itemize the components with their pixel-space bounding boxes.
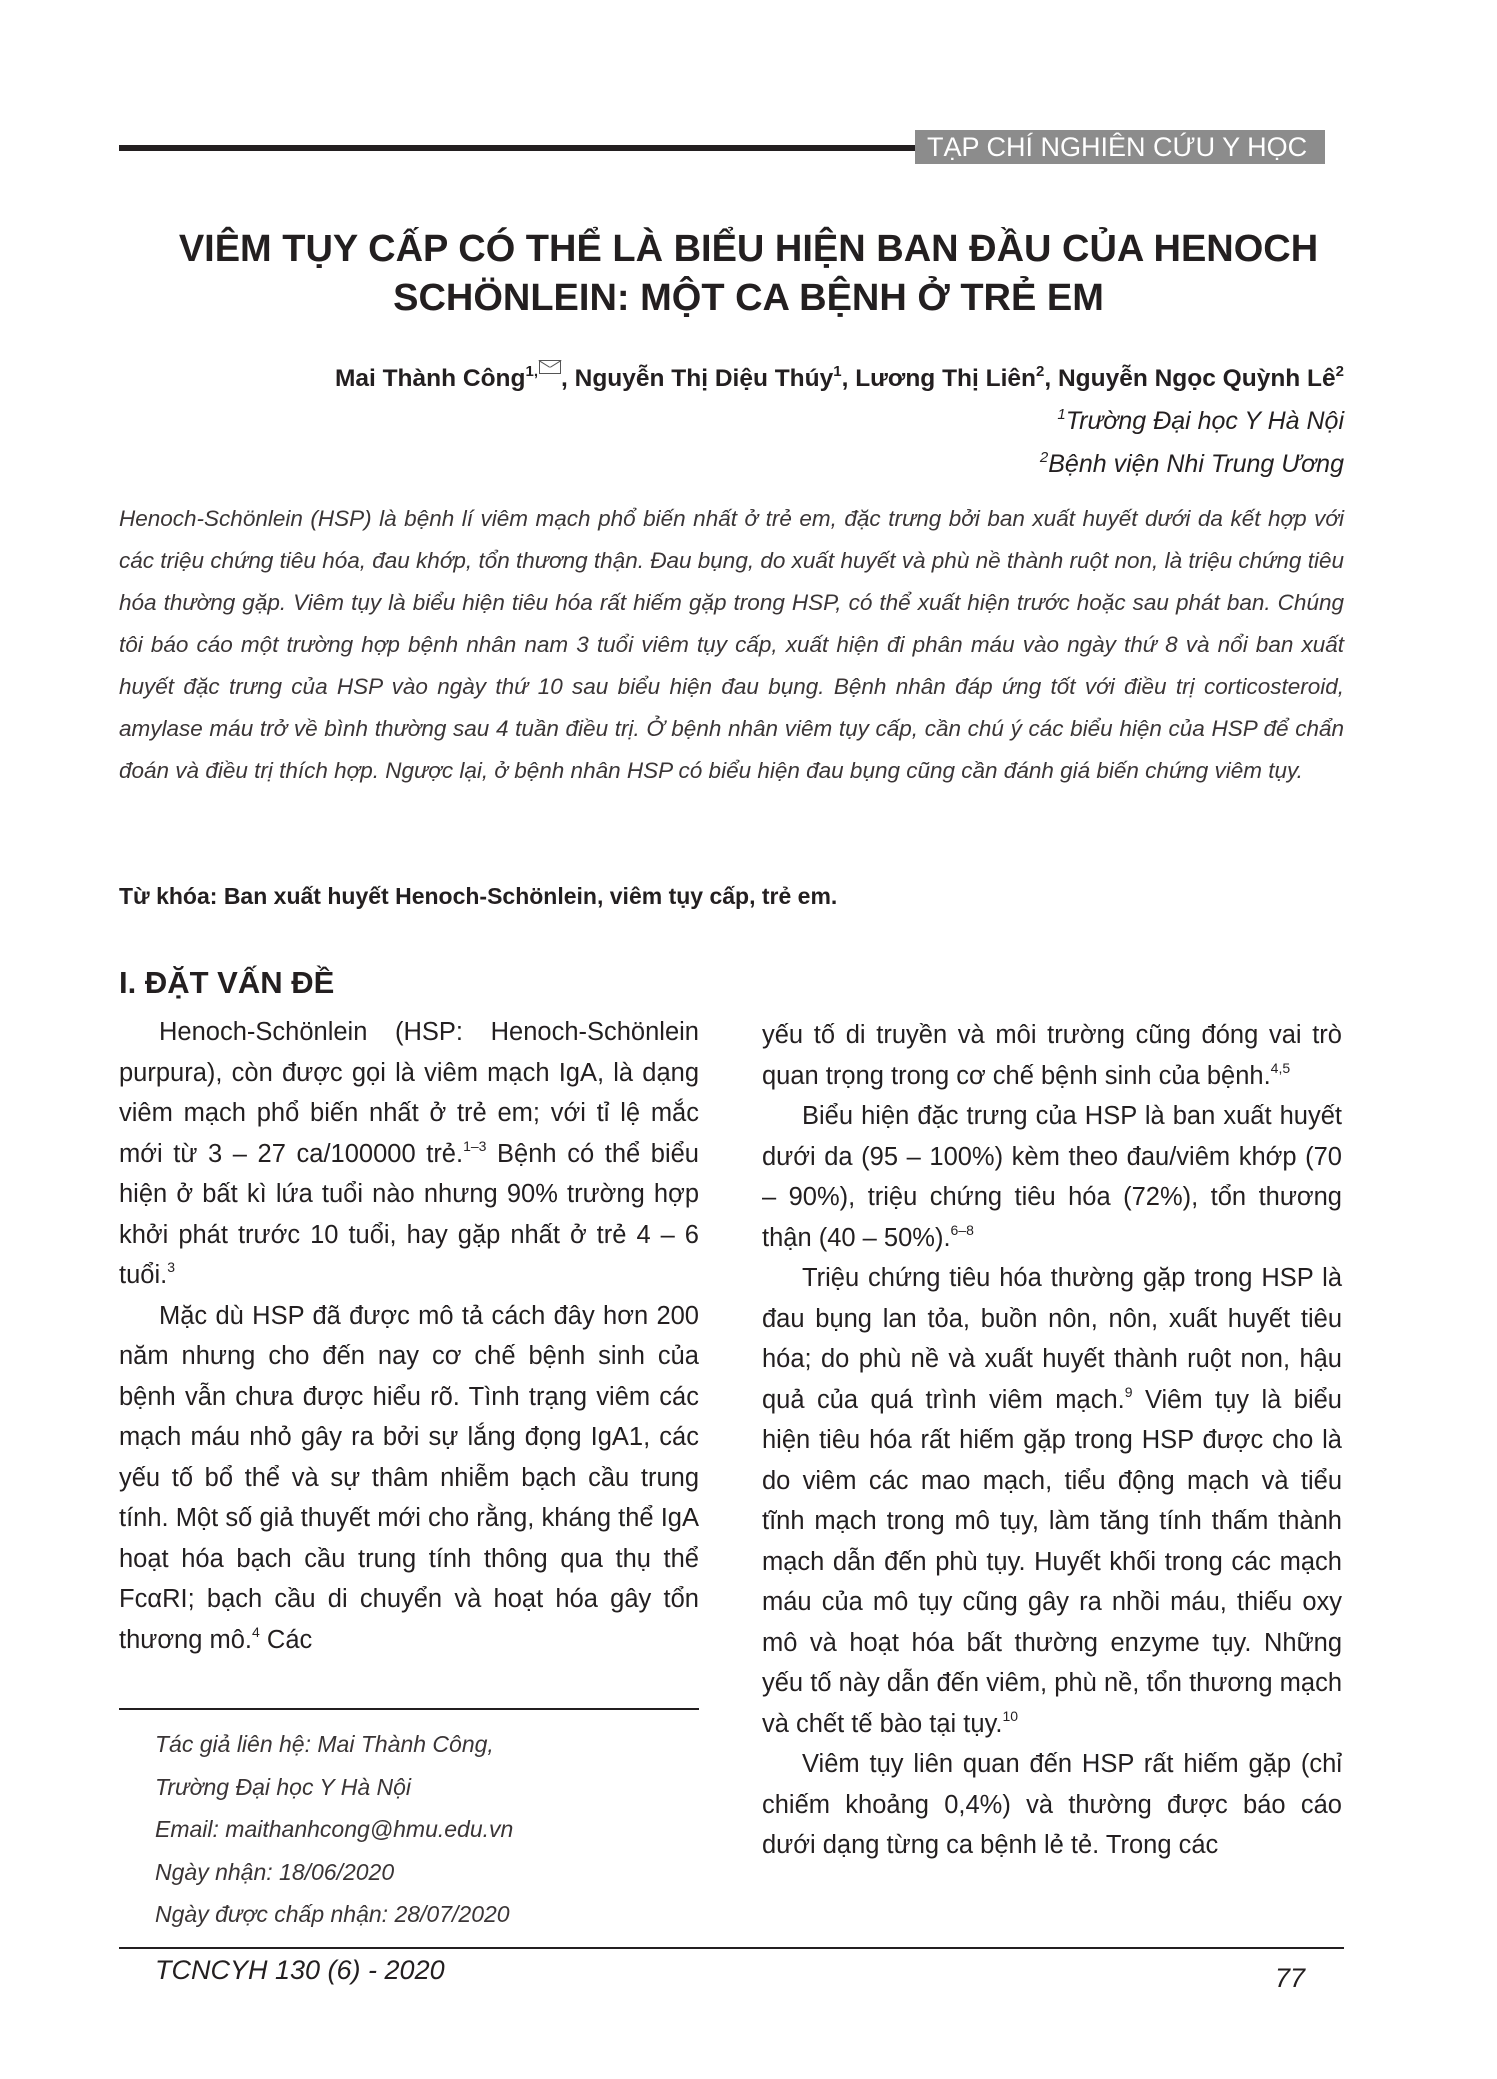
author-affiliation-marker: 2	[1335, 363, 1344, 380]
paragraph-text: Viêm tụy là biểu hiện tiêu hóa rất hiếm gặp trong HSP được cho là do viêm các mao mạch, tiểu động mạch và tiểu tĩnh mạch trong mô tụy, làm tăng tính thấm thành mạch dẫn đến phù tụy. Huyết khối trong các mạch máu của mô tụy cũng gây ra nhồi máu, thiếu oxy mô và hoạt hóa bất thường enzyme tụy. Những yếu tố này dẫn đến viêm, phù nề, tổn thương mạch và chết tế bào tại tụy.	[762, 1385, 1342, 1738]
section-heading: I. ĐẶT VẤN ĐỀ	[119, 965, 335, 1000]
body-paragraph	[762, 1096, 1342, 1258]
body-paragraph	[762, 1015, 1342, 1096]
body-paragraph	[762, 1744, 1342, 1866]
title-line-1: VIÊM TỤY CẤP CÓ THỂ LÀ BIỂU HIỆN BAN ĐẦU CỦA HENOCH	[178, 228, 1319, 270]
paragraph-text: Viêm tụy liên quan đến HSP rất hiếm gặp (chỉ chiếm khoảng 0,4%) và thường được báo cáo dưới dạng từng ca bệnh lẻ tẻ. Trong các	[762, 1750, 1342, 1859]
affiliation-2-text: Bệnh viện Nhi Trung Ương	[1048, 450, 1344, 478]
page-number: 77	[1274, 1963, 1305, 1993]
footer-journal-issue: TCNCYH 130 (6) - 2020	[155, 1955, 445, 1985]
paragraph-text: Mặc dù HSP đã được mô tả cách đây hơn 200 năm nhưng cho đến nay cơ chế bệnh sinh của bệnh vẫn chưa được hiểu rõ. Tình trạng viêm các mạch máu nhỏ gây ra bởi sự lắng đọng IgA1, các yếu tố bổ thể và sự thâm nhiễm bạch cầu trung tính. Một số giả thuyết mới cho rằng, kháng thể IgA hoạt hóa bạch cầu trung tính thông qua thụ thể FcαRI; bạch cầu di chuyển và hoạt hóa gây tổn thương mô.	[119, 1301, 699, 1654]
footnote-accepted-date: Ngày được chấp nhận: 28/07/2020	[155, 1901, 510, 1927]
title-line-2: SCHÖNLEIN: MỘT CA BỆNH Ở TRẺ EM	[393, 277, 1104, 319]
affiliation-1-text: Trường Đại học Y Hà Nội	[1065, 407, 1344, 435]
affiliation-2-marker: 2	[1039, 449, 1049, 466]
footnote-institution: Trường Đại học Y Hà Nội	[155, 1773, 412, 1800]
author-separator: ,	[561, 365, 575, 392]
keywords: Từ khóa: Ban xuất huyết Henoch-Schönlein, viêm tụy cấp, trẻ em.	[119, 883, 838, 909]
affiliation-1	[119, 398, 1344, 438]
author-name: Nguyễn Ngọc Quỳnh Lê	[1057, 365, 1336, 392]
paragraph-text: Bệnh có thể biểu hiện ở bất kì lứa tuổi nào nhưng 90% trường hợp khởi phát trước 10 tuổi, hay gặp nhất ở trẻ 4 – 6 tuổi.	[119, 1139, 699, 1289]
body-column-right	[762, 1015, 1342, 1866]
body-paragraph	[762, 1258, 1342, 1744]
author-affiliation-marker: 1	[833, 363, 842, 380]
citation-superscript: 1–3	[463, 1137, 487, 1154]
abstract: Henoch-Schönlein (HSP) là bệnh lí viêm mạch phổ biến nhất ở trẻ em, đặc trưng bởi ban xuất huyết dưới da kết hợp với các triệu chứng tiêu hóa, đau khớp, tổn thương thận. Đau bụng, do xuất huyết và phù nề thành ruột non, là triệu chứng tiêu hóa thường gặp. Viêm tụy là biểu hiện tiêu hóa rất hiếm gặp trong HSP, có thể xuất hiện trước hoặc sau phát ban. Chúng tôi báo cáo một trường hợp bệnh nhân nam 3 tuổi viêm tụy cấp, xuất hiện đi phân máu vào ngày thứ 8 và nổi ban xuất huyết đặc trưng của HSP vào ngày thứ 10 sau biểu hiện đau bụng. Bệnh nhân đáp ứng tốt với điều trị corticosteroid, amylase máu trở về bình thường sau 4 tuần điều trị. Ở bệnh nhân viêm tụy cấp, cần chú ý các biểu hiện của HSP để chẩn đoán và điều trị thích hợp. Ngược lại, ở bệnh nhân HSP có biểu hiện đau bụng cũng cần đánh giá biến chứng viêm tụy.	[119, 506, 1344, 783]
citation-superscript: 6–8	[950, 1221, 974, 1238]
author-separator: ,	[1044, 365, 1058, 392]
header-rule	[119, 145, 919, 151]
citation-superscript: 3	[167, 1259, 175, 1275]
paragraph-text: Henoch-Schönlein (HSP: Henoch-Schönlein purpura), còn được gọi là viêm mạch IgA, là dạng viêm mạch phổ biến nhất ở trẻ em; với tỉ lệ mắc mới từ 3 – 27 ca/100000 trẻ.	[119, 1018, 699, 1168]
paragraph-text: Biểu hiện đặc trưng của HSP là ban xuất huyết dưới da (95 – 100%) kèm theo đau/viêm khớp (70 – 90%), triệu chứng tiêu hóa (72%), tổn thương thận (40 – 50%).	[762, 1102, 1342, 1252]
citation-superscript: 9	[1124, 1383, 1133, 1400]
paragraph-text: Triệu chứng tiêu hóa thường gặp trong HSP là đau bụng lan tỏa, buồn nôn, nôn, xuất huyết tiêu hóa; do phù nề và xuất huyết thành ruột non, hậu quả của quá trình viêm mạch.	[762, 1264, 1342, 1414]
body-column-left	[119, 1012, 699, 1660]
author-affiliation-marker: 1,	[525, 363, 538, 380]
footnote-corresponding-author: Tác giả liên hệ: Mai Thành Công,	[155, 1731, 494, 1757]
author-list	[119, 355, 1344, 396]
article-title	[80, 225, 1417, 323]
footnote-email: Email: maithanhcong@hmu.edu.vn	[155, 1816, 514, 1842]
footnote-rule	[119, 1708, 699, 1710]
correspondence-footnote	[155, 1723, 715, 1936]
author-affiliation-marker: 2	[1036, 363, 1045, 380]
footnote-received-date: Ngày nhận: 18/06/2020	[155, 1858, 395, 1885]
affiliation-1-marker: 1	[1057, 406, 1066, 423]
citation-superscript: 10	[1002, 1707, 1019, 1724]
paragraph-text: Các	[259, 1625, 313, 1654]
citation-superscript: 4,5	[1270, 1059, 1291, 1076]
author-name: Mai Thành Công	[334, 365, 526, 392]
author-name: Nguyễn Thị Diệu Thúy	[574, 365, 834, 392]
envelope-icon	[539, 360, 561, 374]
body-paragraph	[119, 1012, 699, 1296]
paragraph-text: yếu tố di truyền và môi trường cũng đóng vai trò quan trọng trong cơ chế bệnh sinh của bệnh.	[762, 1021, 1342, 1090]
affiliation-2	[119, 441, 1344, 481]
author-name: Lương Thị Liên	[855, 365, 1036, 392]
author-separator: ,	[841, 365, 856, 392]
citation-superscript: 4	[252, 1623, 260, 1640]
footer-rule	[119, 1947, 1344, 1949]
journal-name-badge: TẠP CHÍ NGHIÊN CỨU Y HỌC	[915, 130, 1325, 164]
body-paragraph	[119, 1296, 699, 1661]
